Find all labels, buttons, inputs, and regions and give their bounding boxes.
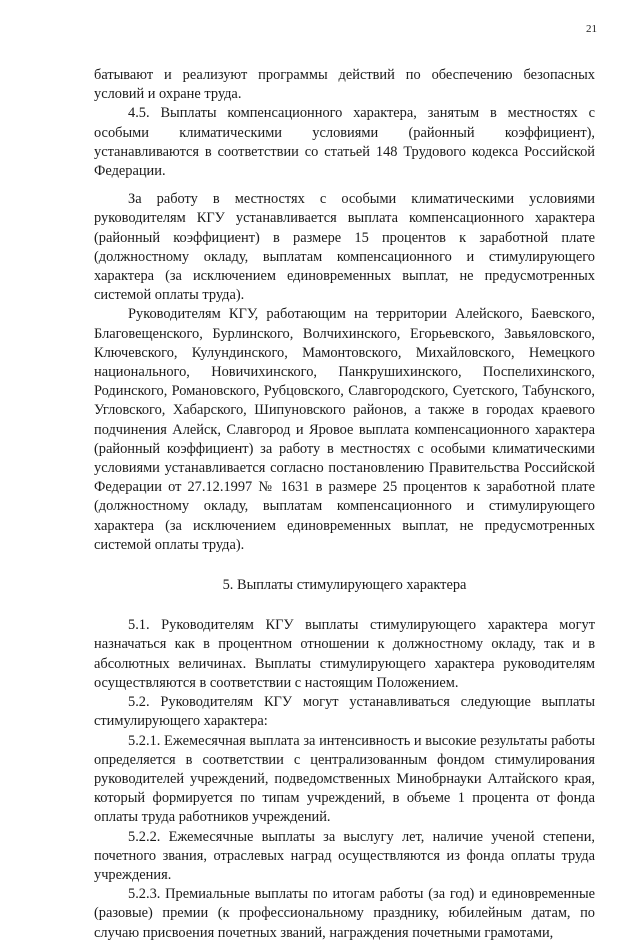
section-heading-5: 5. Выплаты стимулирующего характера	[222, 577, 467, 594]
paragraph-5-2-3: 5.2.3. Премиальные выплаты по итогам работы (за год) и единовременные (разовые) премии (к профессиональному празднику, юбилейным датам, по случаю присвоения почетных званий, награждения почетными грамотами,	[94, 886, 595, 941]
page-number: 21	[586, 23, 597, 35]
paragraph-5-2-1: 5.2.1. Ежемесячная выплата за интенсивность и высокие результаты работы определяется в соответствии с централизованным фондом стимулирования руководителей учреждений, подведомственных Минобрнауки Алтайского края, который формируется по типам учреждений, в объеме 1 процента от фонда оплаты труда работников учреждений.	[94, 732, 595, 826]
document-body	[94, 66, 595, 943]
paragraph-regional-coefficient-25: Руководителям КГУ, работающим на территории Алейского, Баевского, Благовещенского, Бурлинского, Волчихинского, Егорьевского, Завьяловского, Ключевского, Кулундинского, Мамонтовского, Михайловского, Немецкого национального, Новичихинского, Панкрушихинского, Поспелихинского, Родинского, Романовского, Рубцовского, Славгородского, Суетского, Табунского, Угловского, Хабарского, Шипуновского районов, а также в городах краевого подчинения Алейск, Славгород и Яровое выплата компенсационного характера (районный коэффициент) за работу в местностях с особыми климатическими условиями устанавливается согласно постановлению Правительства Российской Федерации от 27.12.1997 № 1631 в размере 25 процентов к заработной плате (должностному окладу, выплатам компенсационного и стимулирующего характера (за исключением единовременных выплат, не предусмотренных системой оплаты труда).	[94, 306, 595, 553]
paragraph-continuation: батывают и реализуют программы действий по обеспечению безопасных условий и охране труда.	[94, 67, 595, 103]
paragraph-5-2: 5.2. Руководителям КГУ могут устанавливаться следующие выплаты стимулирующего характера:	[94, 694, 595, 730]
paragraph-4-5: 4.5. Выплаты компенсационного характера, занятым в местностях с особыми климатическими условиями (районный коэффициент), устанавливаются в соответствии со статьей 148 Трудового кодекса Российской Федерации.	[94, 105, 595, 180]
paragraph-5-2-2: 5.2.2. Ежемесячные выплаты за выслугу лет, наличие ученой степени, почетного звания, отраслевых наград осуществляются из фонда оплаты труда учреждения.	[94, 828, 595, 883]
paragraph-5-1: 5.1. Руководителям КГУ выплаты стимулирующего характера могут назначаться как в процентном отношении к должностному окладу, так и в абсолютных величинах. Выплаты стимулирующего характера руководителям осуществляются в соответствии с настоящим Положением.	[94, 617, 595, 691]
paragraph-regional-coefficient-15: За работу в местностях с особыми климатическими условиями руководителям КГУ устанавливается выплата компенсационного характера (районный коэффициент) в размере 15 процентов к заработной плате (должностному окладу, выплатам компенсационного и стимулирующего характера (за исключением единовременных выплат, не предусмотренных системой оплаты труда).	[94, 191, 595, 304]
